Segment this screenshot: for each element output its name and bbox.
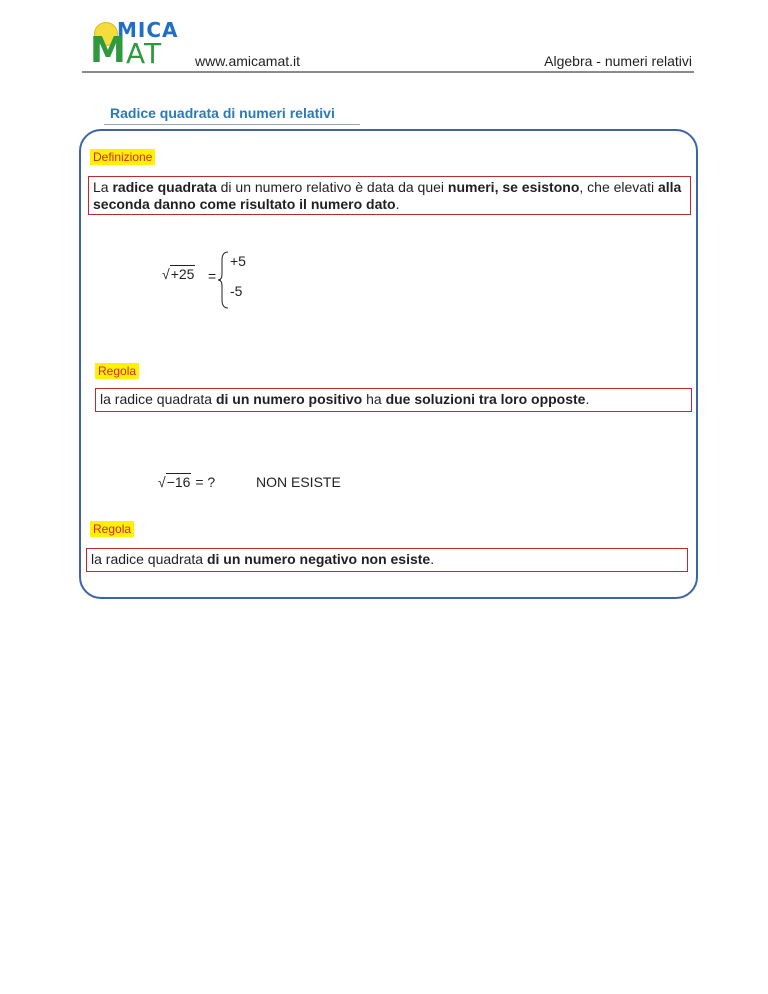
sqrt-symbol: √ xyxy=(158,474,166,490)
rule2-box xyxy=(86,548,688,572)
rule2-text-segment: . xyxy=(430,551,435,567)
sqrt-minus16-expression xyxy=(158,474,215,490)
amicamat-logo xyxy=(88,18,188,70)
curly-brace-icon xyxy=(216,250,230,310)
non-esiste-label: NON ESISTE xyxy=(256,474,341,490)
rule1-text-segment: ha xyxy=(362,391,386,407)
rule2-text-segment: di un numero negativo non esiste xyxy=(206,551,431,567)
definition-tag: Definizione xyxy=(90,149,155,165)
logo-mica-text: MICA xyxy=(117,18,179,42)
logo-at-text: AT xyxy=(126,37,163,70)
def-text-segment: La xyxy=(93,179,113,195)
rule1-box xyxy=(95,388,692,412)
rule1-text-segment: la radice quadrata xyxy=(100,391,216,407)
rule2-text-segment: la radice quadrata xyxy=(91,551,207,567)
def-text-segment: . xyxy=(395,196,400,212)
definition-text xyxy=(93,179,681,212)
solution-negative: -5 xyxy=(230,283,243,299)
rule1-text-segment: . xyxy=(585,391,590,407)
equals-sign: = xyxy=(208,268,217,284)
equals-question: = ? xyxy=(195,474,216,490)
page-subject: Algebra - numeri relativi xyxy=(544,53,692,69)
def-text-segment: di un numero relativo è data da quei xyxy=(216,179,448,195)
rule1-text-segment: di un numero positivo xyxy=(215,391,363,407)
rule1-tag: Regola xyxy=(95,363,139,379)
solution-positive: +5 xyxy=(230,253,246,269)
sqrt-symbol: √ xyxy=(162,266,170,282)
sqrt-plus25-expression xyxy=(162,266,195,282)
rule1-text-segment: due soluzioni tra loro opposte xyxy=(385,391,586,407)
logo-m-letter: M xyxy=(90,30,126,71)
definition-box xyxy=(88,176,691,215)
rule2-text xyxy=(91,551,434,567)
rule1-text xyxy=(100,391,589,407)
def-text-segment: numeri, se esistono xyxy=(447,179,580,195)
radicand-plus25: +25 xyxy=(170,266,195,282)
def-text-segment: , che elevati xyxy=(579,179,658,195)
rule2-tag: Regola xyxy=(90,521,134,537)
def-text-segment: alla seconda danno come risultato il numero dato xyxy=(93,179,682,212)
header-divider xyxy=(82,71,694,73)
radicand-minus16: −16 xyxy=(166,474,191,490)
title-underline xyxy=(104,124,360,125)
def-text-segment: radice quadrata xyxy=(112,179,217,195)
website-link[interactable]: www.amicamat.it xyxy=(195,53,301,69)
section-title: Radice quadrata di numeri relativi xyxy=(110,105,335,121)
